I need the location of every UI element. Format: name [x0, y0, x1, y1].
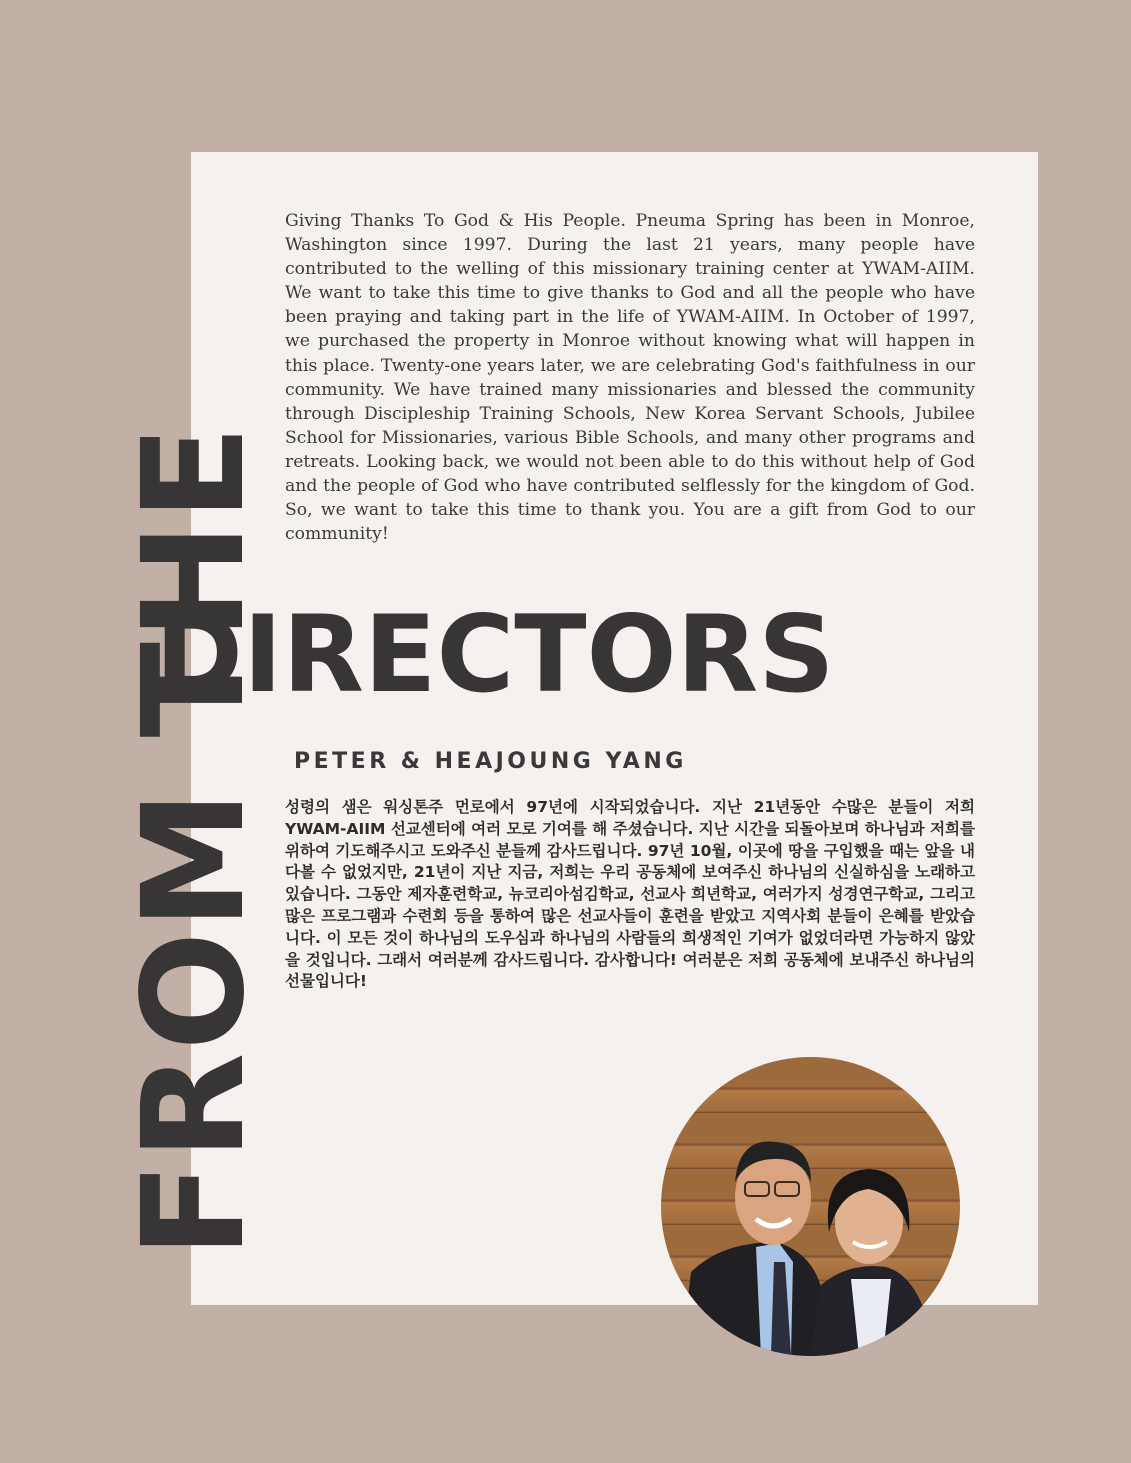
directors-portrait	[661, 1057, 960, 1356]
vertical-title: FROM THE	[113, 423, 276, 1258]
director-names: PETER & HEAJOUNG YANG	[294, 749, 687, 774]
portrait-illustration	[661, 1057, 960, 1356]
english-letter: Giving Thanks To God & His People. Pneuma Spring has been in Monroe, Washington since 1997. During the last 21 years, many people have contributed to the welling of this missionary training center at YWAM-AIIM. We want to take this time to give thanks to God and all the people who have been praying and taking part in the life of YWAM-AIIM. In October of 1997, we purchased the property in Monroe without knowing what will happen in this place. Twenty-one years later, we are celebrating God's faithfulness in our community. We have trained many missionaries and blessed the community through Discipleship Training Schools, New Korea Servant Schools, Jubilee School for Missionaries, various Bible Schools, and many other programs and retreats. Looking back, we would not been able to do this without help of God and the people of God who have contributed selflessly for the kingdom of God. So, we want to take this time to thank you. You are a gift from God to our community!	[285, 211, 975, 545]
man-suit	[681, 1242, 826, 1356]
korean-letter: 성령의 샘은 워싱톤주 먼로에서 97년에 시작되었습니다. 지난 21년동안 수많은 분들이 저희 YWAM-AIIM 선교센터에 여러 모로 기여를 해 주셨습니다. 지난 시간을 되돌아보며 하나님과 저희를 위하여 기도해주시고 도와주신 분들께 감사드립니다. 97년 10월, 이곳에 땅을 구입했을 때는 앞을 내다볼 수 없었지만, 21년이 지난 지금, 저희는 우리 공동체에 보여주신 하나님의 신실하심을 노래하고 있습니다. 그동안 제자훈련학교, 뉴코리아섬김학교, 선교사 희년학교, 여러가지 성경연구학교, 그리고 많은 프로그램과 수련회 등을 통하여 많은 선교사들이 훈련을 받았고 지역사회 분들이 은혜를 받았습니다. 이 모든 것이 하나님의 도우심과 하나님의 사람들의 희생적인 기여가 없었더라면 가능하지 않았을 것입니다. 그래서 여러분께 감사드립니다. 감사합니다! 여러분은 저희 공동체에 보내주신 하나님의 선물입니다!	[285, 798, 975, 991]
directors-title: DIRECTORS	[155, 593, 835, 716]
